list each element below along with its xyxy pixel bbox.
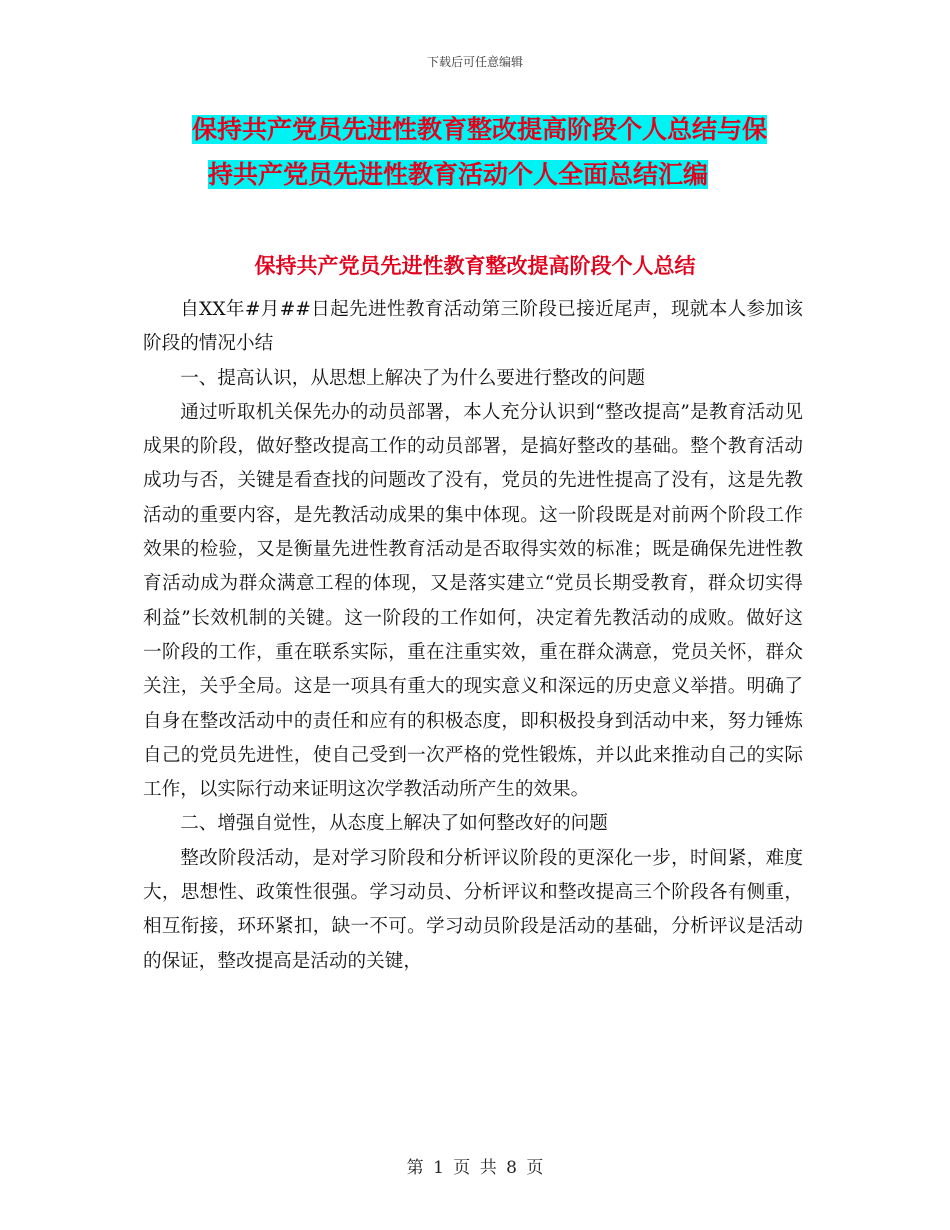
section-title: 保持共产党员先进性教育整改提高阶段个人总结: [254, 254, 696, 278]
title-highlight-2: 持共产党员先进性教育活动个人全面总结汇编: [208, 160, 709, 189]
paragraph: 整改阶段活动，是对学习阶段和分析评议阶段的更深化一步，时间紧，难度大，思想性、政策性很强。学习动员、分析评议和整改提高三个阶段各有侧重，相互衔接，环环紧扣，缺一不可。学习动员阶段是活动的基础，分析评议是活动的保证，整改提高是活动的关键，: [143, 847, 803, 972]
page-footer: 第 1 页 共 8 页: [406, 1158, 544, 1178]
document-title-line-2: [150, 158, 878, 192]
section-heading: 二、增强自觉性，从态度上解决了如何整改好的问题: [180, 813, 608, 835]
title-highlight-1: 保持共产党员先进性教育整改提高阶段个人总结与保: [192, 115, 768, 144]
document-body: [143, 293, 803, 979]
paragraph: 通过听取机关保先办的动员部署，本人充分认识到“整改提高”是教育活动见成果的阶段，做好整改提高工作的动员部署，是搞好整改的基础。整个教育活动成功与否，关键是看查找的问题改了没有，党员的先进性提高了没有，这是先教活动的重要内容，是先教活动成果的集中体现。这一阶段既是对前两个阶段工作效果的检验，又是衡量先进性教育活动是否取得实效的标准；既是确保先进性教育活动成为群众满意工程的体现，又是落实建立“党员长期受教育，群众切实得利益”长效机制的关键。这一阶段的工作如何，决定着先教活动的成败。做好这一阶段的工作，重在联系实际，重在注重实效，重在群众满意，党员关怀，群众关注，关乎全局。这是一项具有重大的现实意义和深远的历史意义举措。明确了自身在整改活动中的责任和应有的积极态度，即积极投身到活动中来，努力锤炼自己的党员先进性，使自己受到一次严格的党性锻炼，并以此来推动自己的实际工作，以实际行动来证明这次学教活动所产生的效果。: [143, 401, 803, 801]
paragraph: 自XX年#月##日起先进性教育活动第三阶段已接近尾声，现就本人参加该阶段的情况小结: [143, 299, 803, 355]
section-heading: 一、提高认识，从思想上解决了为什么要进行整改的问题: [180, 367, 646, 389]
document-title-line-1: [150, 113, 862, 147]
page-header: 下载后可任意编辑: [426, 55, 523, 69]
